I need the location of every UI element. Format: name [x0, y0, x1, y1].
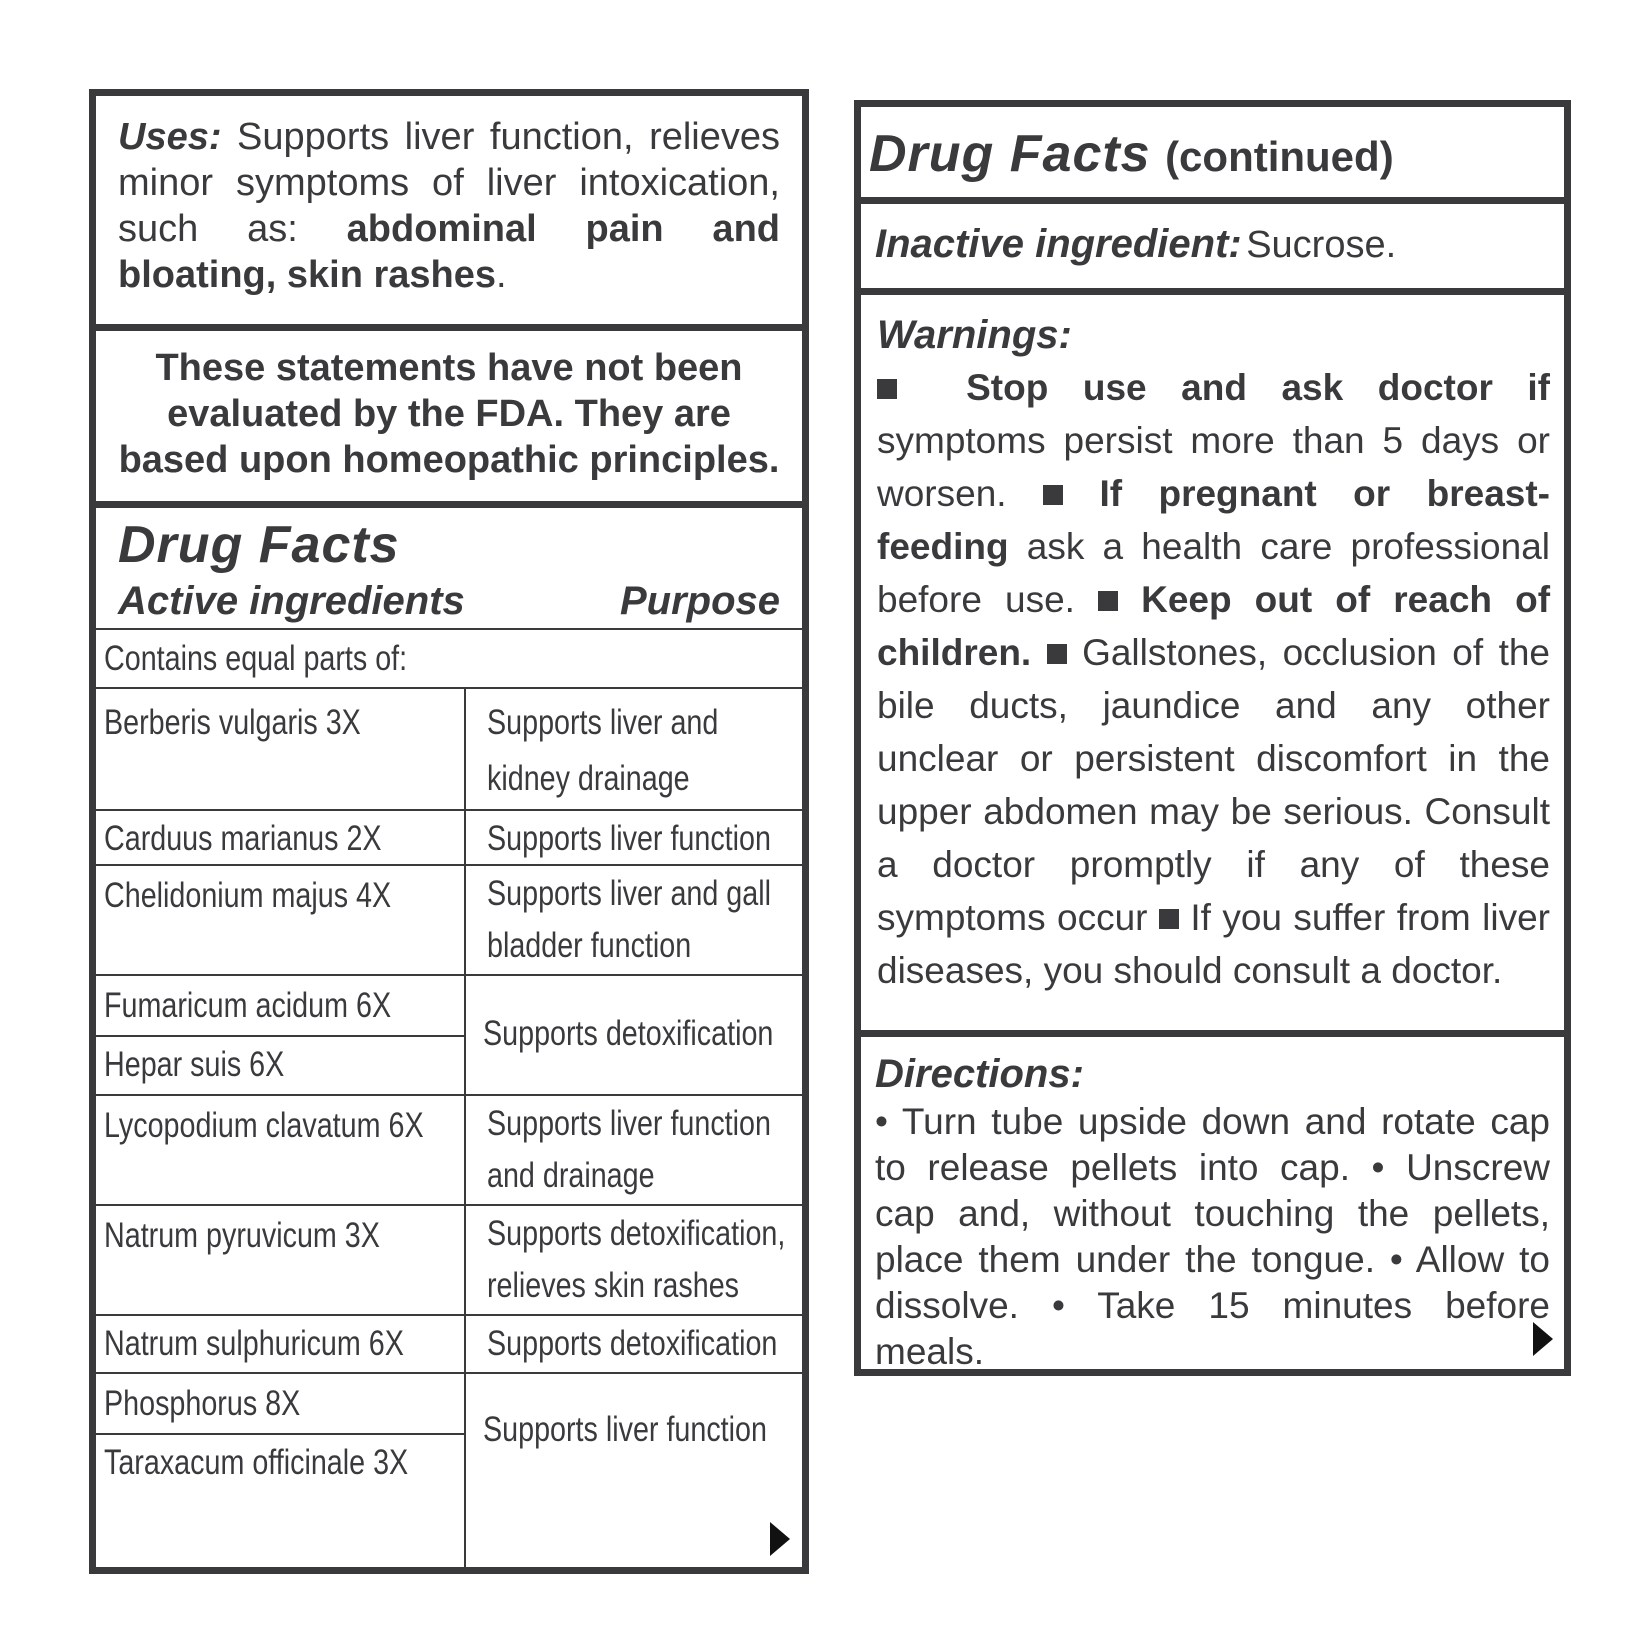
table-row	[96, 809, 802, 866]
continued-header	[861, 107, 1564, 197]
table-row	[96, 1204, 802, 1316]
warnings-section	[861, 295, 1564, 999]
continue-arrow-icon	[1533, 1322, 1553, 1356]
inactive-ingredient-section	[861, 204, 1564, 288]
purpose-text: Supports liver function	[487, 819, 771, 858]
purpose-text: kidney drainage	[487, 759, 690, 798]
directions-section	[861, 1037, 1564, 1372]
directions-heading: Directions:	[875, 1052, 1084, 1096]
ingredient-name: Berberis vulgaris 3X	[104, 703, 361, 742]
directions-text: • Turn tube upside down and rotate cap to release pellets into cap. • Unscrew cap and, without touching the pellets, place them under the tongue. • Allow to dissolve. • Take 15 minutes before meals.	[875, 1101, 1550, 1372]
purpose-heading: Purpose	[619, 579, 780, 623]
warnings-text	[877, 361, 1550, 997]
divider	[861, 1030, 1564, 1037]
divider	[96, 324, 802, 331]
warning-keep-out: Keep out of reach of children.	[877, 579, 1551, 673]
table-row	[96, 864, 802, 976]
table-row	[96, 1094, 802, 1206]
warnings-heading: Warnings:	[877, 313, 1072, 357]
table-row	[96, 687, 802, 811]
purpose-text: Supports detoxification,	[487, 1214, 786, 1253]
ingredient-name: Carduus marianus 2X	[104, 819, 382, 858]
drug-facts-title: Drug Facts	[118, 516, 400, 574]
purpose-text: Supports detoxification	[487, 1324, 778, 1363]
active-ingredients-heading: Active ingredients	[118, 579, 465, 623]
purpose-text: relieves skin rashes	[487, 1266, 740, 1305]
warning-pregnant: If pregnant or breast-feeding	[877, 473, 1550, 567]
continued-label: (continued)	[1165, 133, 1394, 180]
uses-bold-text: abdominal pain and bloating, skin rashes	[118, 208, 780, 296]
table-row-group	[96, 974, 802, 1096]
ingredient-name: Phosphorus 8X	[104, 1384, 301, 1423]
bullet-square-icon	[1043, 485, 1063, 505]
divider	[861, 197, 1564, 204]
ingredient-name: Natrum pyruvicum 3X	[104, 1216, 380, 1255]
fda-notice-section	[96, 331, 802, 501]
ingredient-name: Natrum sulphuricum 6X	[104, 1324, 404, 1363]
uses-label: Uses:	[118, 116, 222, 158]
inactive-ingredient-value: Sucrose.	[1246, 224, 1397, 266]
ingredient-name: Chelidonium majus 4X	[104, 876, 392, 915]
purpose-text: Supports liver and gall	[487, 874, 771, 913]
table-row	[96, 1314, 802, 1374]
contains-row	[96, 628, 802, 689]
ingredient-name: Hepar suis 6X	[104, 1045, 285, 1084]
uses-end: .	[496, 254, 507, 296]
column-divider	[464, 687, 466, 1567]
bullet-square-icon	[877, 379, 897, 399]
purpose-text: Supports liver and	[487, 703, 719, 742]
purpose-text: bladder function	[487, 926, 692, 965]
left-drug-facts-panel	[89, 89, 809, 1574]
purpose-text: and drainage	[487, 1156, 655, 1195]
purpose-text: Supports detoxification	[483, 1014, 774, 1053]
warning-ask-professional: ask a health care professional before use.	[877, 526, 1550, 620]
warning-symptoms: symptoms persist more than 5 days or worsen.	[877, 420, 1550, 514]
purpose-text: Supports liver function	[487, 1104, 771, 1143]
bullet-square-icon	[1047, 644, 1067, 664]
drug-facts-continued-title: Drug Facts	[869, 125, 1151, 183]
right-drug-facts-panel	[854, 100, 1571, 1376]
drug-facts-header	[96, 508, 802, 628]
inactive-ingredient-label: Inactive ingredient:	[875, 222, 1242, 266]
ingredient-name: Lycopodium clavatum 6X	[104, 1106, 424, 1145]
purpose-text: Supports liver function	[483, 1410, 767, 1449]
divider	[861, 288, 1564, 295]
ingredient-name: Taraxacum officinale 3X	[104, 1443, 409, 1482]
warning-stop-use: Stop use and ask doctor if	[966, 367, 1550, 408]
warning-gallstones: Gallstones, occlusion of the bile ducts, jaundice and any other unclear or persistent discomfort in the upper abdomen may be serious. Consult a doctor promptly if any of these symptoms occur	[877, 632, 1551, 938]
continue-arrow-icon	[770, 1522, 790, 1556]
bullet-square-icon	[1098, 591, 1118, 611]
table-row-group	[96, 1372, 802, 1494]
fda-notice-text: These statements have not been evaluated by the FDA. They are based upon homeopathic principles.	[118, 347, 780, 481]
ingredient-name: Fumaricum acidum 6X	[104, 986, 392, 1025]
uses-text: Supports liver function, relieves minor symptoms of liver intoxication, such as:	[118, 116, 781, 250]
divider	[96, 501, 802, 508]
contains-text: Contains equal parts of:	[104, 639, 408, 678]
uses-section	[96, 96, 802, 324]
warning-liver-disease: If you suffer from liver diseases, you should consult a doctor.	[877, 897, 1550, 991]
bullet-square-icon	[1159, 909, 1179, 929]
